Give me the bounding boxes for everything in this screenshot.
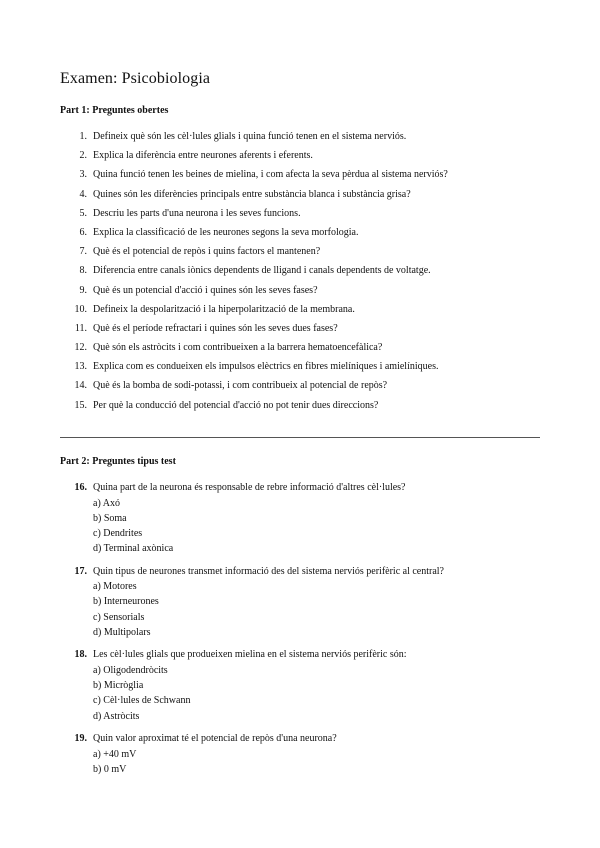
test-question-item (60, 731, 560, 777)
answer-option: d) Multipolars (93, 627, 151, 639)
answer-options (60, 496, 560, 557)
question-number: 11. (74, 322, 87, 334)
open-question-item (60, 146, 560, 165)
answer-option: c) Sensorials (93, 611, 145, 623)
question-text: Què són els astròcits i com contribueixen a la barrera hematoencefàlica? (93, 342, 383, 354)
test-question-item (60, 480, 560, 557)
question-text: Què és el potencial de repòs i quins factors el mantenen? (93, 246, 321, 258)
question-number: 4. (79, 188, 87, 200)
question-number: 16. (74, 482, 87, 493)
question-text: Quin tipus de neurones transmet informació des del sistema nerviós perifèric al central? (93, 565, 444, 577)
open-question-item (60, 165, 560, 184)
open-questions-list (60, 127, 560, 415)
question-text: Explica la classificació de les neurones segons la seva morfologia. (93, 226, 359, 238)
part2-heading: Part 2: Preguntes tipus test (60, 456, 176, 467)
question-number: 17. (74, 565, 87, 577)
answer-option: d) Astròcits (93, 710, 140, 722)
answer-option: d) Terminal axònica (93, 543, 174, 555)
open-question-item (60, 376, 560, 395)
open-question-item (60, 204, 560, 223)
test-question-item (60, 647, 560, 724)
open-question-item (60, 261, 560, 280)
answer-option: a) +40 mV (93, 748, 137, 760)
answer-option: b) Interneurones (93, 596, 159, 608)
test-question (60, 480, 560, 496)
question-text: Defineix què són les cèl·lules glials i quina funció tenen en el sistema nerviós. (93, 131, 407, 142)
answer-option: b) Micròglia (93, 680, 144, 692)
question-number: 5. (79, 207, 87, 219)
question-text: Quin valor aproximat té el potencial de repòs d'una neurona? (93, 733, 337, 745)
question-number: 18. (74, 649, 87, 661)
question-text: Què és un potencial d'acció i quines són les seves fases? (93, 284, 318, 296)
question-number: 19. (74, 733, 87, 745)
test-question-item (60, 564, 560, 641)
question-text: Les cèl·lules glials que produeixen mielina en el sistema nerviós perifèric són: (93, 649, 407, 661)
question-number: 3. (79, 169, 87, 181)
answer-option: b) 0 mV (93, 763, 127, 775)
answer-options (60, 663, 560, 724)
question-number: 10. (74, 303, 87, 315)
question-number: 1. (79, 131, 87, 142)
open-question-item (60, 281, 560, 300)
question-number: 15. (74, 399, 87, 411)
open-question-item (60, 357, 560, 376)
question-text: Defineix la despolarització i la hiperpolarització de la membrana. (93, 303, 355, 315)
page-title: Examen: Psicobiologia (60, 70, 211, 87)
question-number: 6. (79, 226, 87, 238)
question-text: Quina part de la neurona és responsable de rebre informació d'altres cèl·lules? (93, 482, 406, 493)
question-text: Quina funció tenen les beines de mielina, i com afecta la seva pèrdua al sistema nerviós? (93, 169, 448, 181)
question-number: 14. (74, 380, 87, 392)
question-text: Quines són les diferències principals entre substància blanca i substància grisa? (93, 188, 411, 200)
test-question (60, 564, 560, 580)
question-text: Explica com es condueixen els impulsos elèctrics en fibres mielíniques i amielíniques. (93, 361, 439, 373)
question-text: Per què la conducció del potencial d'acció no pot tenir dues direccions? (93, 399, 379, 411)
open-question-item (60, 338, 560, 357)
answer-option: a) Axó (93, 497, 120, 509)
question-number: 2. (79, 150, 87, 162)
open-question-item (60, 396, 560, 415)
section-divider (60, 437, 540, 438)
answer-option: a) Motores (93, 581, 137, 593)
question-number: 9. (79, 284, 87, 296)
question-text: Explica la diferència entre neurones aferents i eferents. (93, 150, 313, 162)
open-question-item (60, 300, 560, 319)
question-number: 8. (79, 265, 87, 277)
test-question (60, 647, 560, 663)
part1-heading: Part 1: Preguntes obertes (60, 105, 169, 116)
question-number: 12. (74, 342, 87, 354)
answer-option: a) Oligodendròcits (93, 664, 168, 676)
question-text: Descriu les parts d'una neurona i les seves funcions. (93, 207, 301, 219)
answer-option: c) Cèl·lules de Schwann (93, 695, 191, 707)
question-text: Què és la bomba de sodi-potassi, i com contribueix al potencial de repòs? (93, 380, 388, 392)
open-question-item (60, 242, 560, 261)
open-question-item (60, 185, 560, 204)
question-text: Diferencia entre canals iònics dependents de lligand i canals dependents de voltatge. (93, 265, 431, 277)
answer-options (60, 579, 560, 640)
answer-option: b) Soma (93, 512, 127, 524)
answer-option: c) Dendrites (93, 528, 143, 540)
question-number: 7. (79, 246, 87, 258)
question-number: 13. (74, 361, 87, 373)
question-text: Què és el període refractari i quines són les seves dues fases? (93, 322, 338, 334)
open-question-item (60, 127, 560, 146)
open-question-item (60, 319, 560, 338)
answer-options (60, 747, 560, 778)
test-question (60, 731, 560, 747)
test-questions-list (60, 480, 560, 784)
open-question-item (60, 223, 560, 242)
